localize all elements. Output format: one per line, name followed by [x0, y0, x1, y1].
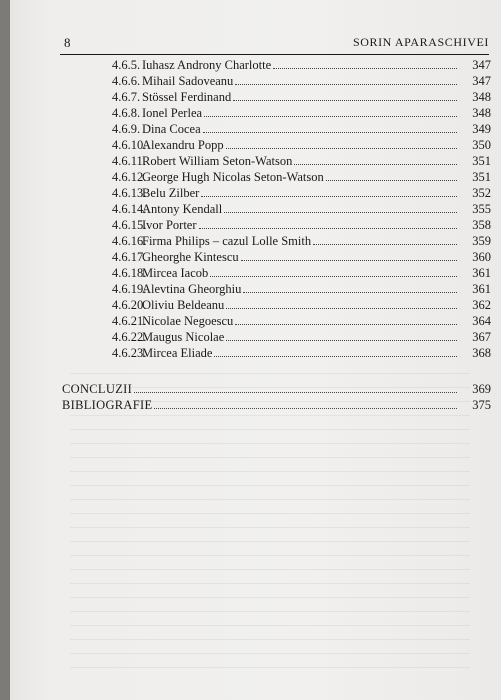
page-header [60, 34, 489, 55]
table-of-contents [62, 57, 491, 413]
toc-entry-page: 367 [472, 330, 491, 344]
leader-dots [203, 132, 457, 133]
toc-entry-number: 4.6.8. [112, 106, 141, 120]
toc-entry-number: 4.6.5. [112, 58, 141, 72]
toc-entry-number: 4.6.19. [112, 282, 147, 296]
toc-section [62, 397, 491, 413]
leader-dots [233, 100, 457, 101]
toc-entry-page: 347 [472, 58, 491, 72]
toc-entry-page: 355 [472, 202, 491, 216]
toc-entry-title: Mihail Sadoveanu [142, 74, 234, 88]
toc-entry-number: 4.6.17. [112, 250, 147, 264]
toc-entry-title: Alevtina Gheorghiu [142, 282, 242, 296]
toc-entry-number: 4.6.20. [112, 298, 147, 312]
leader-dots [154, 408, 457, 409]
toc-entry-number: 4.6.10. [112, 138, 147, 152]
toc-entry [62, 137, 491, 153]
leader-dots [224, 212, 457, 213]
toc-entry-number: 4.6.16. [112, 234, 147, 248]
page-number: 8 [64, 35, 71, 50]
toc-entry-number: 4.6.6. [112, 74, 141, 88]
toc-entry-title: Ionel Perlea [142, 106, 203, 120]
leader-dots [235, 84, 457, 85]
leader-dots [134, 392, 457, 393]
toc-entry-title: Mircea Eliade [142, 346, 213, 360]
toc-entry-title: Ivor Porter [142, 218, 197, 232]
toc-entry-page: 348 [472, 90, 491, 104]
toc-entry-number: 4.6.15. [112, 218, 147, 232]
leader-dots [204, 116, 457, 117]
toc-entry-title: Mircea Iacob [142, 266, 209, 280]
toc-section-title: CONCLUZII [62, 382, 133, 396]
leader-dots [226, 308, 457, 309]
toc-entry-title: Belu Zilber [142, 186, 200, 200]
toc-section-page: 369 [472, 382, 491, 396]
toc-entry-number: 4.6.13. [112, 186, 147, 200]
toc-section-title: BIBLIOGRAFIE [62, 398, 153, 412]
toc-entry-page: 360 [472, 250, 491, 264]
toc-entry-page: 362 [472, 298, 491, 312]
toc-entry-title: Firma Philips – cazul Lolle Smith [142, 234, 312, 248]
toc-entry [62, 89, 491, 105]
toc-entry-page: 351 [472, 154, 491, 168]
section-spacer [62, 361, 491, 381]
toc-entry [62, 105, 491, 121]
toc-entry-number: 4.6.21. [112, 314, 147, 328]
toc-entry-page: 350 [472, 138, 491, 152]
toc-entry-page: 361 [472, 266, 491, 280]
toc-entry-number: 4.6.14. [112, 202, 147, 216]
leader-dots [241, 260, 457, 261]
toc-entry [62, 217, 491, 233]
book-page [10, 0, 501, 700]
toc-entry-title: Iuhasz Androny Charlotte [142, 58, 272, 72]
toc-entry [62, 153, 491, 169]
toc-entry [62, 281, 491, 297]
toc-entry [62, 297, 491, 313]
toc-entry-title: George Hugh Nicolas Seton-Watson [142, 170, 324, 184]
toc-section [62, 381, 491, 397]
leader-dots [214, 356, 457, 357]
leader-dots [201, 196, 457, 197]
leader-dots [210, 276, 457, 277]
toc-entry-title: Nicolae Negoescu [142, 314, 234, 328]
toc-entry-number: 4.6.22. [112, 330, 147, 344]
leader-dots [294, 164, 457, 165]
toc-entry [62, 185, 491, 201]
toc-entry-number: 4.6.9. [112, 122, 141, 136]
leader-dots [273, 68, 457, 69]
toc-entry-page: 364 [472, 314, 491, 328]
toc-entry [62, 201, 491, 217]
toc-entry [62, 121, 491, 137]
toc-entry-number: 4.6.12. [112, 170, 147, 184]
toc-entry-title: Stössel Ferdinand [142, 90, 232, 104]
leader-dots [326, 180, 457, 181]
toc-entry [62, 265, 491, 281]
toc-entry-title: Robert William Seton-Watson [142, 154, 293, 168]
toc-entry [62, 57, 491, 73]
toc-entry-page: 347 [472, 74, 491, 88]
toc-entry-page: 361 [472, 282, 491, 296]
toc-entry-title: Gheorghe Kintescu [142, 250, 239, 264]
toc-entry [62, 345, 491, 361]
toc-entry-page: 352 [472, 186, 491, 200]
leader-dots [313, 244, 457, 245]
toc-entry [62, 169, 491, 185]
toc-entry-page: 348 [472, 106, 491, 120]
running-head: SORIN APARASCHIVEI [352, 35, 489, 49]
toc-entry-page: 368 [472, 346, 491, 360]
toc-entry-number: 4.6.11. [112, 154, 146, 168]
toc-entry [62, 249, 491, 265]
leader-dots [243, 292, 457, 293]
toc-entry [62, 329, 491, 345]
toc-entry-title: Oliviu Beldeanu [142, 298, 225, 312]
toc-entry [62, 73, 491, 89]
toc-entry-title: Maugus Nicolae [142, 330, 225, 344]
toc-entry [62, 233, 491, 249]
toc-entry-title: Dina Cocea [142, 122, 201, 136]
toc-entry-page: 359 [472, 234, 491, 248]
leader-dots [199, 228, 458, 229]
toc-entry-number: 4.6.7. [112, 90, 141, 104]
toc-entry-title: Antony Kendall [142, 202, 223, 216]
toc-entry-page: 358 [472, 218, 491, 232]
toc-entry [62, 313, 491, 329]
toc-section-page: 375 [472, 398, 491, 412]
toc-entry-number: 4.6.23. [112, 346, 147, 360]
toc-entry-title: Alexandru Popp [142, 138, 224, 152]
toc-entry-number: 4.6.18. [112, 266, 147, 280]
leader-dots [226, 148, 457, 149]
toc-entry-page: 351 [472, 170, 491, 184]
leader-dots [226, 340, 457, 341]
leader-dots [235, 324, 457, 325]
toc-entry-page: 349 [472, 122, 491, 136]
